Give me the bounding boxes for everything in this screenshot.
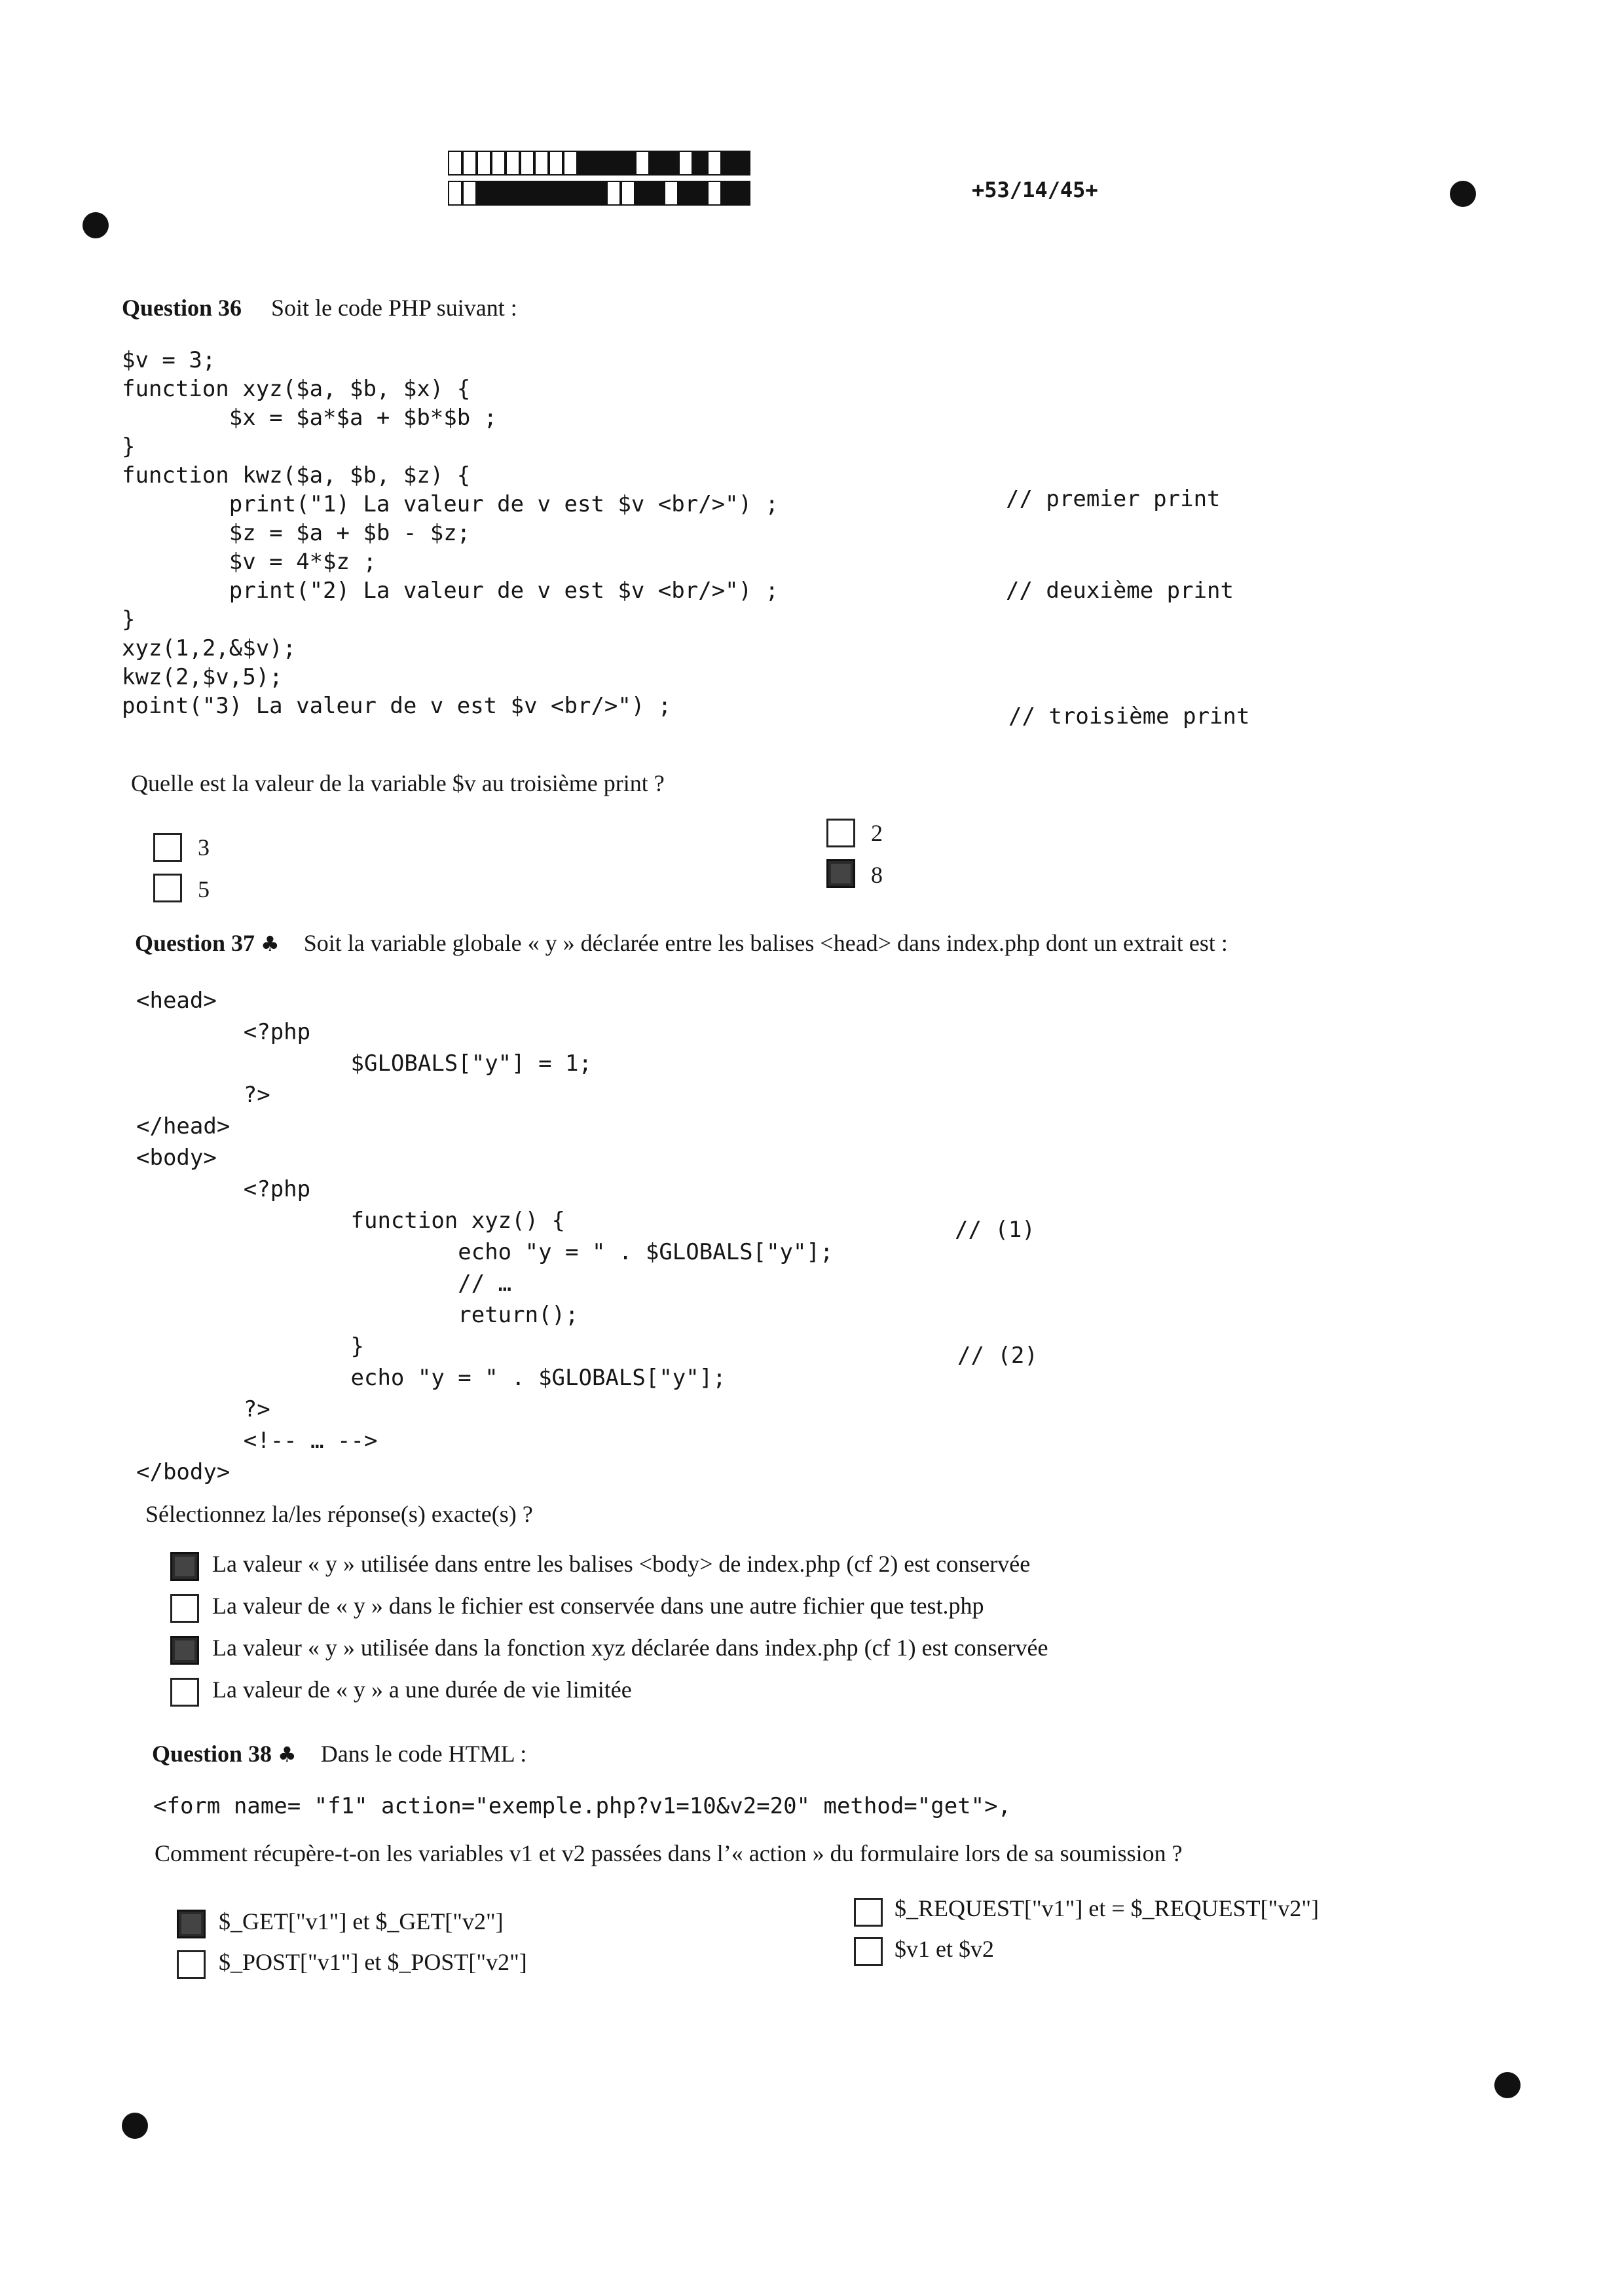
answer-label: La valeur « y » utilisée dans la fonction xyz déclarée dans index.php (cf 1) est conservée — [212, 1635, 1048, 1661]
barcode-cell — [578, 181, 592, 206]
barcode-cell — [736, 151, 750, 176]
barcode-cell — [606, 181, 621, 206]
code-line: <!-- … --> — [136, 1428, 378, 1454]
code-line: } — [122, 606, 136, 633]
question-36-code-block — [122, 346, 779, 720]
code-line: </body> — [136, 1459, 231, 1485]
barcode-cell — [678, 181, 693, 206]
barcode-cell — [563, 181, 578, 206]
answer-label: $_REQUEST["v1"] et = $_REQUEST["v2"] — [895, 1895, 1320, 1921]
barcode-cell — [448, 151, 462, 176]
barcode-cell — [707, 181, 722, 206]
barcode-cell — [650, 181, 664, 206]
code-line: print("1) La valeur de v est $v <br/>") ; — [122, 491, 779, 517]
question-38-code-line: <form name= "f1" action="exemple.php?v1=10&v2=20" method="get">, — [153, 1793, 1012, 1819]
barcode-cell — [693, 151, 707, 176]
question-36-header — [122, 293, 517, 322]
answer-label: 3 — [198, 834, 210, 861]
barcode-cell — [722, 151, 736, 176]
answer-checkbox[interactable] — [153, 874, 182, 902]
question-37-prompt: Sélectionnez la/les réponse(s) exacte(s) ? — [145, 1501, 533, 1527]
barcode-cell — [678, 151, 693, 176]
barcode-cell — [563, 151, 578, 176]
barcode-cell — [491, 151, 506, 176]
question-36-label: Question 36 — [122, 295, 242, 321]
question-37-intro: Soit la variable globale « y » déclarée entre les balises <head> dans index.php dont un extrait est : — [303, 930, 1228, 956]
answer-checkbox-checked[interactable] — [170, 1552, 199, 1581]
code-line: $x = $a*$a + $b*$b ; — [122, 405, 498, 431]
barcode-cell — [448, 181, 462, 206]
barcode-cell — [664, 151, 678, 176]
registration-mark-bottom-right — [1494, 2072, 1521, 2098]
barcode-cell — [578, 151, 592, 176]
barcode-cell — [549, 151, 563, 176]
student-id-barcode-row — [448, 151, 750, 176]
code-comment: // (1) — [955, 1217, 1035, 1243]
code-line: ?> — [136, 1396, 270, 1422]
registration-mark-top-left — [83, 212, 109, 238]
barcode-cell — [534, 151, 549, 176]
barcode-cell — [606, 151, 621, 176]
code-line: return(); — [136, 1302, 579, 1328]
code-line: function kwz($a, $b, $z) { — [122, 462, 471, 489]
answer-checkbox[interactable] — [170, 1678, 199, 1707]
code-line: echo "y = " . $GLOBALS["y"]; — [136, 1365, 726, 1391]
question-37-label: Question 37 — [135, 930, 255, 956]
barcode-cell — [707, 151, 722, 176]
question-38-intro: Dans le code HTML : — [320, 1741, 527, 1767]
code-line: function xyz($a, $b, $x) { — [122, 376, 471, 402]
answer-label: La valeur de « y » dans le fichier est conservée dans une autre fichier que test.php — [212, 1593, 984, 1619]
barcode-cell — [736, 181, 750, 206]
answer-label: 8 — [871, 862, 883, 888]
question-38-label: Question 38 — [152, 1741, 272, 1767]
answer-checkbox[interactable] — [153, 833, 182, 862]
registration-mark-top-right — [1450, 181, 1476, 207]
answer-label: La valeur de « y » a une durée de vie limitée — [212, 1676, 632, 1703]
answer-checkbox[interactable] — [170, 1594, 199, 1623]
barcode-cell — [592, 151, 606, 176]
code-line: <body> — [136, 1145, 217, 1171]
barcode-cell — [592, 181, 606, 206]
answer-label: La valeur « y » utilisée dans entre les balises <body> de index.php (cf 2) est conservée — [212, 1551, 1031, 1577]
code-line: function xyz() { — [136, 1208, 566, 1234]
answer-checkbox[interactable] — [854, 1898, 883, 1927]
code-comment: // premier print — [1006, 486, 1221, 512]
question-38-prompt: Comment récupère-t-on les variables v1 et v2 passées dans l’« action » du formulaire lors de sa soumission ? — [155, 1840, 1183, 1866]
code-line: // … — [136, 1270, 512, 1297]
barcode-cell — [635, 181, 650, 206]
barcode-cell — [722, 181, 736, 206]
code-line: $v = 4*$z ; — [122, 549, 377, 575]
question-36-prompt: Quelle est la valeur de la variable $v au troisième print ? — [131, 770, 665, 796]
registration-mark-bottom-left — [122, 2113, 148, 2139]
barcode-cell — [506, 151, 520, 176]
club-icon: ♣ — [261, 931, 280, 956]
code-line: xyz(1,2,&$v); — [122, 635, 297, 661]
barcode-cell — [664, 181, 678, 206]
barcode-cell — [549, 181, 563, 206]
question-37-header — [135, 929, 1228, 958]
code-line: ?> — [136, 1082, 270, 1108]
code-line: </head> — [136, 1113, 231, 1139]
barcode-cell — [477, 151, 491, 176]
code-line: } — [136, 1333, 364, 1360]
answer-checkbox-checked[interactable] — [826, 859, 855, 888]
club-icon: ♣ — [278, 1742, 297, 1767]
question-37-code-block — [136, 985, 833, 1488]
barcode-cell — [534, 181, 549, 206]
code-line: } — [122, 434, 136, 460]
answer-checkbox[interactable] — [177, 1950, 206, 1979]
barcode-cell — [462, 181, 477, 206]
barcode-cell — [635, 151, 650, 176]
barcode-cell — [650, 151, 664, 176]
barcode-cell — [621, 151, 635, 176]
code-line: point("3) La valeur de v est $v <br/>") ; — [122, 693, 672, 719]
barcode-cell — [506, 181, 520, 206]
answer-checkbox-checked[interactable] — [170, 1636, 199, 1665]
code-comment: // troisième print — [1008, 703, 1250, 730]
barcode-cell — [520, 181, 534, 206]
code-line: $v = 3; — [122, 347, 216, 373]
code-line: $GLOBALS["y"] = 1; — [136, 1050, 592, 1077]
answer-label: $v1 et $v2 — [895, 1936, 994, 1962]
barcode-cell — [491, 181, 506, 206]
answer-label: $_POST["v1"] et $_POST["v2"] — [219, 1949, 527, 1975]
code-line: <?php — [136, 1176, 311, 1202]
question-38-header — [152, 1739, 526, 1769]
barcode-cell — [462, 151, 477, 176]
code-line: kwz(2,$v,5); — [122, 664, 283, 690]
code-comment: // (2) — [957, 1342, 1038, 1369]
answer-checkbox[interactable] — [826, 819, 855, 847]
question-36-intro: Soit le code PHP suivant : — [271, 295, 517, 321]
answer-checkbox-checked[interactable] — [177, 1910, 206, 1938]
student-id-barcode-row — [448, 181, 750, 206]
answer-label: 2 — [871, 820, 883, 846]
barcode-cell — [621, 181, 635, 206]
barcode-cell — [477, 181, 491, 206]
barcode-cell — [520, 151, 534, 176]
barcode-cell — [693, 181, 707, 206]
page-code: +53/14/45+ — [972, 177, 1098, 202]
code-line: <head> — [136, 988, 217, 1014]
code-comment: // deuxième print — [1006, 578, 1234, 604]
answer-label: 5 — [198, 876, 210, 902]
code-line: <?php — [136, 1019, 311, 1045]
answer-checkbox[interactable] — [854, 1937, 883, 1966]
answer-label: $_GET["v1"] et $_GET["v2"] — [219, 1908, 504, 1935]
code-line: echo "y = " . $GLOBALS["y"]; — [136, 1239, 834, 1265]
code-line: $z = $a + $b - $z; — [122, 520, 471, 546]
code-line: print("2) La valeur de v est $v <br/>") ; — [122, 578, 779, 604]
